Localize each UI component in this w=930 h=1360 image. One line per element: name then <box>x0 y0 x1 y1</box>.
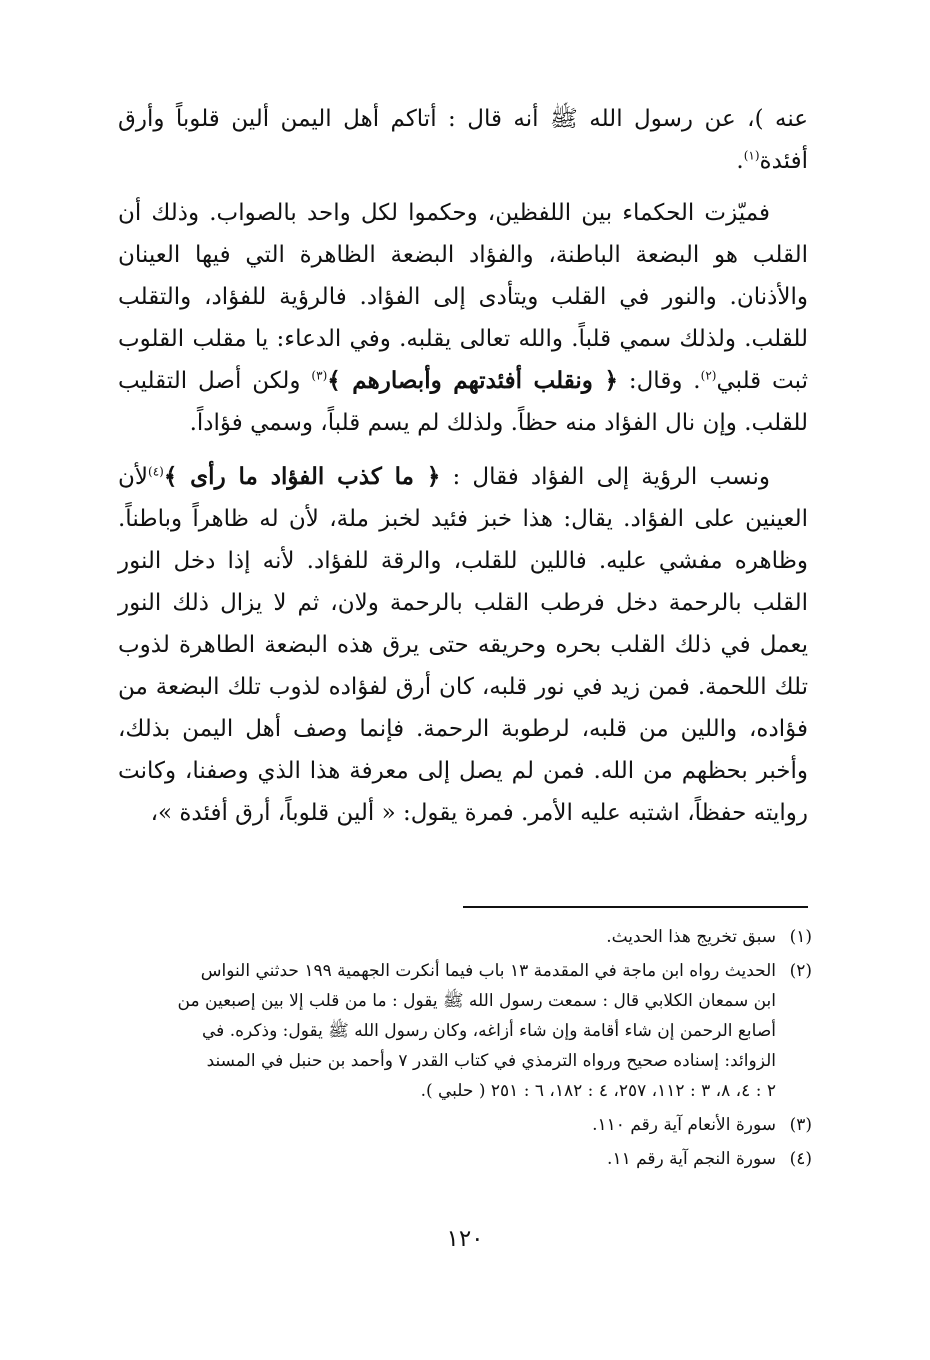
footnote-ref-4: (٤) <box>148 464 164 479</box>
footnote-number: (١) <box>789 927 812 947</box>
footnote-3 <box>118 1110 812 1140</box>
footnotes <box>118 922 812 1178</box>
page-number: ١٢٠ <box>446 1226 484 1252</box>
footnote-text: سورة الأنعام آية رقم ١١٠. <box>592 1115 776 1135</box>
paragraph-1-text: عنه )، عن رسول الله ﷺ أنه قال : أتاكم أهل اليمن ألين قلوباً وأرق أفئدة <box>118 106 808 174</box>
footnote-number: (٢) <box>789 961 812 981</box>
paragraph-2-tail: ولكن أصل التقليب للقلب. وإن نال الفؤاد منه حظاً. ولذلك لم يسم قلباً، وسمي فؤاداً. <box>118 368 808 436</box>
footnote-separator <box>463 906 808 908</box>
footnote-ref-3: (٣) <box>311 368 328 383</box>
paragraph-2-mid: . وقال: <box>617 368 701 394</box>
footnote-2 <box>118 956 812 1106</box>
paragraph-3 <box>118 456 808 834</box>
paragraph-1-tail: . <box>736 148 744 174</box>
footnote-text: ٢ : ٤، ٨، ٣ : ١١٢، ٢٥٧، ٤ : ١٨٢، ٦ : ٢٥١ ( حلبي ). <box>420 1081 776 1101</box>
footnote-text: ابن سمعان الكلابي قال : سمعت رسول الله ﷺ يقول : ما من قلب إلا بين إصبعين من <box>177 991 776 1011</box>
footnote-text: أصابع الرحمن إن شاء أقامة وإن شاء أزاغه، وكان رسول الله ﷺ يقول: وذكره. في <box>202 1021 776 1041</box>
footnote-ref-1: (١) <box>743 148 760 163</box>
footnote-1 <box>118 922 812 952</box>
footnote-text: سورة النجم آية رقم ١١. <box>607 1149 776 1169</box>
paragraph-2-text: فميّزت الحكماء بين اللفظين، وحكموا لكل واحد بالصواب. وذلك أن القلب هو البضعة الباطنة، والفؤاد البضعة الظاهرة التي فيها العينان والأذنان. والنور في القلب ويتأدى إلى الفؤاد. فالرؤية للفؤاد، والتقلب للقلب. ولذلك سمي قلباً. والله تعالى يقلبه. وفي الدعاء: يا مقلب القلوب ثبت قلبي <box>118 200 808 394</box>
footnote-ref-2: (٢) <box>700 368 717 383</box>
footnote-text: الزوائد: إسناده صحيح ورواه الترمذي في كتاب القدر ٧ وأحمد بن حنبل في المسند <box>206 1051 776 1071</box>
paragraph-3-text: ونسب الرؤية إلى الفؤاد فقال : <box>440 464 770 490</box>
footnote-number: (٤) <box>789 1149 812 1169</box>
paragraph-1 <box>118 98 808 182</box>
footnote-number: (٣) <box>789 1115 812 1135</box>
quran-verse-2: ﴿ ما كذب الفؤاد ما رأى ﴾ <box>163 463 441 490</box>
footnote-text: سبق تخريج هذا الحديث. <box>606 927 776 947</box>
paragraph-2 <box>118 192 808 444</box>
main-text <box>118 98 808 846</box>
paragraph-3-tail: لأن العينين على الفؤاد. يقال: هذا خبز فئيد لخبز ملة، لأن له ظاهراً وباطناً. وظاهره مفشي عليه. فاللين للقلب، والرقة للفؤاد. لأنه إذا دخل النور القلب بالرحمة دخل فرطب القلب بالرحمة ولان، ثم لا يزال ذلك النور يعمل في ذلك القلب بحره وحريقه حتى يرق هذه البضعة الطاهرة لذوب تلك اللحمة. فمن زيد في نور قلبه، كان أرق لفؤاده لذوب تلك البضعة من فؤاده، واللين من قلبه، لرطوبة الرحمة. فإنما وصف أهل اليمن بذلك، وأخبر بحظهم من الله. فمن لم يصل إلى معرفة هذا الذي وصفنا، وكانت روايته حفظاً، اشتبه عليه الأمر. فمرة يقول: « ألين قلوباً، أرق أفئدة »، <box>118 464 808 826</box>
quran-verse-1: ﴿ ونقلب أفئدتهم وأبصارهم ﴾ <box>327 367 618 394</box>
footnote-text: الحديث رواه ابن ماجة في المقدمة ١٣ باب فيما أنكرت الجهمية ١٩٩ حدثني النواس <box>200 961 776 981</box>
footnote-4 <box>118 1144 812 1174</box>
